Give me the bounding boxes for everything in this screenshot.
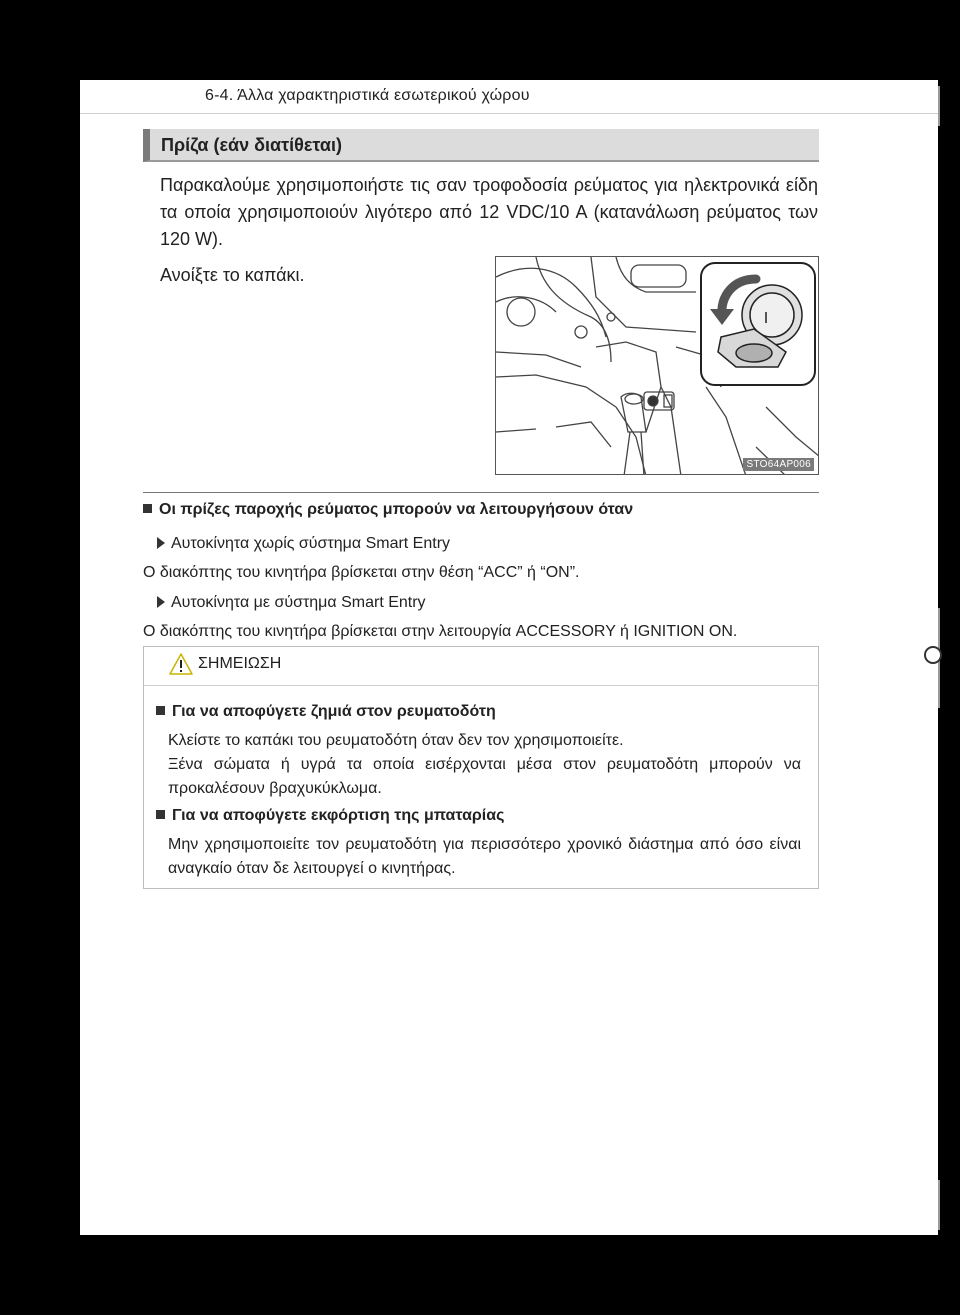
square-bullet-icon bbox=[156, 810, 165, 819]
condition-description: Ο διακόπτης του κινητήρα βρίσκεται στην θέση “ACC” ή “ON”. bbox=[143, 564, 580, 581]
notice-heading: ΣΗΜΕΙΩΣΗ bbox=[198, 655, 282, 672]
notice-item-text: Μην χρησιμοποιείτε τον ρευματοδότη για περισσότερο χρονικό διάστημα από όσο είναι αναγκαίο όταν δε λειτουργεί ο κινητήρας. bbox=[168, 836, 801, 877]
square-bullet-icon bbox=[156, 706, 165, 715]
condition-label: Αυτοκίνητα με σύστημα Smart Entry bbox=[157, 594, 426, 612]
registration-mark-icon bbox=[924, 646, 942, 664]
step-instruction: Ανοίξτε το καπάκι. bbox=[160, 265, 305, 285]
header-divider bbox=[80, 113, 938, 114]
warning-icon bbox=[169, 652, 193, 676]
figure-code: STO64AP006 bbox=[743, 458, 814, 471]
notice-item-title: Για να αποφύγετε ζημιά στον ρευματοδότη bbox=[156, 703, 496, 721]
crop-mark bbox=[938, 86, 940, 126]
triangle-bullet-icon bbox=[157, 537, 165, 549]
section-divider bbox=[143, 492, 819, 493]
manual-page bbox=[80, 80, 938, 1235]
page-header: 6-4. Άλλα χαρακτηριστικά εσωτερικού χώρου bbox=[205, 87, 530, 104]
notice-item-text: Ξένα σώματα ή υγρά τα οποία εισέρχονται μέσα στον ρευματοδότη μπορούν να προκαλέσουν βραχυκύκλωμα. bbox=[168, 756, 801, 797]
notice-box bbox=[143, 646, 819, 889]
triangle-bullet-icon bbox=[157, 596, 165, 608]
conditions-title: Οι πρίζες παροχής ρεύματος μπορούν να λειτουργήσουν όταν bbox=[143, 501, 633, 519]
intro-paragraph: Παρακαλούμε χρησιμοποιήστε τις σαν τροφοδοσία ρεύματος για ηλεκτρονικά είδη τα οποία χρησιμοποιούν λιγότερο από 12 VDC/10 A (κατανάλωση ρεύματος των 120 W). bbox=[160, 175, 818, 249]
crop-mark bbox=[938, 1180, 940, 1230]
section-title-bar bbox=[143, 129, 819, 162]
notice-item-title: Για να αποφύγετε εκφόρτιση της μπαταρίας bbox=[156, 807, 504, 825]
condition-description: Ο διακόπτης του κινητήρα βρίσκεται στην λειτουργία ACCESSORY ή IGNITION ON. bbox=[143, 623, 738, 640]
notice-item-text: Κλείστε το καπάκι του ρευματοδότη όταν δεν τον χρησιμοποιείτε. bbox=[168, 732, 624, 749]
notice-header bbox=[144, 647, 818, 686]
condition-label: Αυτοκίνητα χωρίς σύστημα Smart Entry bbox=[157, 535, 450, 553]
power-outlet-illustration bbox=[495, 256, 819, 475]
section-title: Πρίζα (εάν διατίθεται) bbox=[161, 135, 342, 155]
dashboard-drawing bbox=[496, 257, 819, 475]
square-bullet-icon bbox=[143, 504, 152, 513]
